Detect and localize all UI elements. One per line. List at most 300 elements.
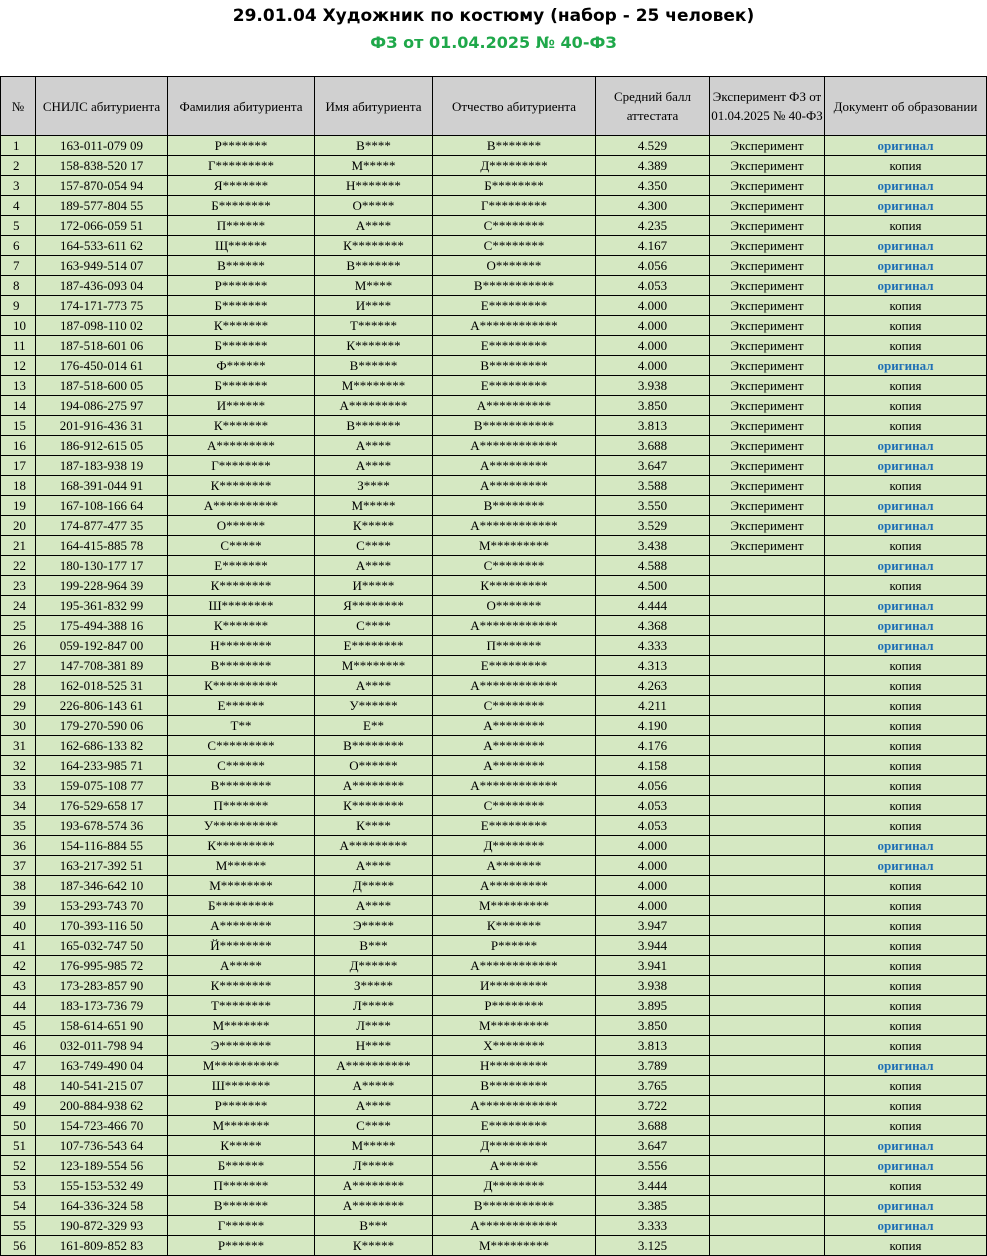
- cell-name: М********: [315, 656, 433, 676]
- cell-experiment: Эксперимент: [710, 276, 825, 296]
- cell-document: копия: [825, 476, 987, 496]
- cell-patronymic: В*********: [433, 356, 596, 376]
- cell-patronymic: А************: [433, 956, 596, 976]
- cell-experiment: Эксперимент: [710, 376, 825, 396]
- cell-average-score: 4.056: [596, 256, 710, 276]
- cell-name: А****: [315, 896, 433, 916]
- cell-document: оригинал: [825, 1196, 987, 1216]
- cell-patronymic: А******: [433, 1156, 596, 1176]
- cell-patronymic: Р********: [433, 996, 596, 1016]
- cell-experiment: Эксперимент: [710, 356, 825, 376]
- cell-number: 3: [1, 176, 36, 196]
- cell-snils: 158-614-651 90: [36, 1016, 168, 1036]
- cell-patronymic: Д*********: [433, 156, 596, 176]
- cell-snils: 187-518-601 06: [36, 336, 168, 356]
- cell-experiment: [710, 1216, 825, 1236]
- cell-patronymic: Х********: [433, 1036, 596, 1056]
- cell-number: 31: [1, 736, 36, 756]
- table-row: [1, 556, 987, 576]
- cell-patronymic: К*********: [433, 576, 596, 596]
- cell-average-score: 4.000: [596, 316, 710, 336]
- cell-surname: А**********: [168, 496, 315, 516]
- cell-experiment: Эксперимент: [710, 456, 825, 476]
- cell-number: 32: [1, 756, 36, 776]
- cell-document: оригинал: [825, 856, 987, 876]
- cell-surname: Э********: [168, 1036, 315, 1056]
- cell-name: М*****: [315, 1136, 433, 1156]
- cell-name: А****: [315, 216, 433, 236]
- cell-document: копия: [825, 776, 987, 796]
- cell-experiment: Эксперимент: [710, 336, 825, 356]
- cell-snils: 190-872-329 93: [36, 1216, 168, 1236]
- page-subtitle: ФЗ от 01.04.2025 № 40-ФЗ: [370, 33, 617, 52]
- cell-average-score: 4.053: [596, 276, 710, 296]
- header-number: №: [1, 77, 36, 136]
- cell-snils: 194-086-275 97: [36, 396, 168, 416]
- cell-surname: К********: [168, 576, 315, 596]
- cell-average-score: 4.350: [596, 176, 710, 196]
- cell-average-score: 3.938: [596, 976, 710, 996]
- cell-experiment: Эксперимент: [710, 436, 825, 456]
- table-row: [1, 836, 987, 856]
- cell-average-score: 3.438: [596, 536, 710, 556]
- cell-snils: 140-541-215 07: [36, 1076, 168, 1096]
- cell-patronymic: А************: [433, 776, 596, 796]
- cell-average-score: 3.688: [596, 436, 710, 456]
- cell-average-score: 4.000: [596, 356, 710, 376]
- cell-experiment: Эксперимент: [710, 296, 825, 316]
- table-row: [1, 1096, 987, 1116]
- cell-average-score: 3.722: [596, 1096, 710, 1116]
- table-row: [1, 696, 987, 716]
- cell-document: копия: [825, 756, 987, 776]
- cell-number: 25: [1, 616, 36, 636]
- cell-average-score: 4.167: [596, 236, 710, 256]
- cell-snils: 174-877-477 35: [36, 516, 168, 536]
- cell-document: оригинал: [825, 556, 987, 576]
- cell-number: 7: [1, 256, 36, 276]
- cell-snils: 187-346-642 10: [36, 876, 168, 896]
- cell-average-score: 4.000: [596, 896, 710, 916]
- table-row: [1, 596, 987, 616]
- cell-surname: В******: [168, 256, 315, 276]
- cell-document: копия: [825, 1036, 987, 1056]
- cell-experiment: [710, 956, 825, 976]
- cell-patronymic: А********: [433, 716, 596, 736]
- cell-document: копия: [825, 216, 987, 236]
- cell-document: копия: [825, 736, 987, 756]
- cell-average-score: 3.385: [596, 1196, 710, 1216]
- cell-surname: Т********: [168, 996, 315, 1016]
- cell-name: У******: [315, 696, 433, 716]
- cell-name: Э*****: [315, 916, 433, 936]
- cell-surname: Г********: [168, 456, 315, 476]
- table-row: [1, 736, 987, 756]
- cell-average-score: 3.789: [596, 1056, 710, 1076]
- cell-number: 19: [1, 496, 36, 516]
- cell-average-score: 4.313: [596, 656, 710, 676]
- table-row: [1, 996, 987, 1016]
- cell-patronymic: В***********: [433, 1196, 596, 1216]
- cell-name: А****: [315, 1096, 433, 1116]
- cell-document: оригинал: [825, 1156, 987, 1176]
- cell-snils: 153-293-743 70: [36, 896, 168, 916]
- cell-experiment: [710, 1116, 825, 1136]
- cell-document: оригинал: [825, 596, 987, 616]
- cell-name: Е********: [315, 636, 433, 656]
- cell-experiment: [710, 736, 825, 756]
- cell-name: А****: [315, 556, 433, 576]
- header-name: Имя абитуриента: [315, 77, 433, 136]
- cell-name: О******: [315, 756, 433, 776]
- cell-name: А****: [315, 676, 433, 696]
- cell-snils: 154-116-884 55: [36, 836, 168, 856]
- cell-document: оригинал: [825, 616, 987, 636]
- table-row: [1, 256, 987, 276]
- cell-number: 4: [1, 196, 36, 216]
- cell-surname: Б*******: [168, 296, 315, 316]
- cell-name: Д******: [315, 956, 433, 976]
- cell-average-score: 3.125: [596, 1236, 710, 1256]
- cell-experiment: [710, 556, 825, 576]
- cell-experiment: [710, 1196, 825, 1216]
- cell-average-score: 3.688: [596, 1116, 710, 1136]
- cell-name: К*****: [315, 1236, 433, 1256]
- cell-surname: А*****: [168, 956, 315, 976]
- cell-average-score: 3.947: [596, 916, 710, 936]
- cell-document: оригинал: [825, 1136, 987, 1156]
- cell-surname: М*******: [168, 1016, 315, 1036]
- cell-average-score: 4.000: [596, 296, 710, 316]
- cell-patronymic: О*******: [433, 256, 596, 276]
- table-row: [1, 856, 987, 876]
- cell-number: 51: [1, 1136, 36, 1156]
- cell-name: И****: [315, 296, 433, 316]
- cell-average-score: 3.850: [596, 396, 710, 416]
- cell-document: копия: [825, 396, 987, 416]
- cell-number: 14: [1, 396, 36, 416]
- cell-experiment: [710, 816, 825, 836]
- cell-number: 21: [1, 536, 36, 556]
- cell-patronymic: К*******: [433, 916, 596, 936]
- cell-name: Л*****: [315, 996, 433, 1016]
- table-row: [1, 916, 987, 936]
- cell-patronymic: И*********: [433, 976, 596, 996]
- cell-average-score: 4.500: [596, 576, 710, 596]
- cell-patronymic: А********: [433, 736, 596, 756]
- cell-average-score: 3.850: [596, 1016, 710, 1036]
- cell-snils: 163-217-392 51: [36, 856, 168, 876]
- cell-surname: Б********: [168, 196, 315, 216]
- table-row: [1, 1156, 987, 1176]
- cell-average-score: 3.895: [596, 996, 710, 1016]
- cell-name: Л*****: [315, 1156, 433, 1176]
- cell-document: копия: [825, 676, 987, 696]
- cell-name: В***: [315, 1216, 433, 1236]
- table-row: [1, 456, 987, 476]
- cell-patronymic: Д*********: [433, 1136, 596, 1156]
- cell-average-score: 3.813: [596, 416, 710, 436]
- cell-patronymic: С********: [433, 696, 596, 716]
- cell-document: копия: [825, 1116, 987, 1136]
- cell-snils: 187-183-938 19: [36, 456, 168, 476]
- cell-average-score: 4.529: [596, 136, 710, 156]
- cell-average-score: 3.765: [596, 1076, 710, 1096]
- cell-name: С****: [315, 536, 433, 556]
- cell-number: 10: [1, 316, 36, 336]
- cell-surname: С******: [168, 756, 315, 776]
- table-row: [1, 576, 987, 596]
- table-row: [1, 356, 987, 376]
- cell-average-score: 3.333: [596, 1216, 710, 1236]
- cell-surname: Ф******: [168, 356, 315, 376]
- cell-document: копия: [825, 976, 987, 996]
- cell-experiment: [710, 1016, 825, 1036]
- cell-experiment: Эксперимент: [710, 416, 825, 436]
- cell-number: 18: [1, 476, 36, 496]
- cell-experiment: [710, 636, 825, 656]
- cell-document: копия: [825, 656, 987, 676]
- cell-average-score: 4.000: [596, 856, 710, 876]
- cell-name: З*****: [315, 976, 433, 996]
- cell-patronymic: А*********: [433, 476, 596, 496]
- cell-surname: Б*********: [168, 896, 315, 916]
- table-row: [1, 876, 987, 896]
- cell-number: 53: [1, 1176, 36, 1196]
- cell-patronymic: А************: [433, 616, 596, 636]
- cell-surname: Б*******: [168, 376, 315, 396]
- cell-surname: Ш********: [168, 596, 315, 616]
- cell-number: 28: [1, 676, 36, 696]
- cell-snils: 187-098-110 02: [36, 316, 168, 336]
- cell-number: 50: [1, 1116, 36, 1136]
- cell-number: 42: [1, 956, 36, 976]
- cell-document: оригинал: [825, 196, 987, 216]
- cell-name: К********: [315, 796, 433, 816]
- table-row: [1, 376, 987, 396]
- cell-snils: 200-884-938 62: [36, 1096, 168, 1116]
- cell-document: копия: [825, 916, 987, 936]
- cell-document: копия: [825, 296, 987, 316]
- cell-snils: 167-108-166 64: [36, 496, 168, 516]
- cell-patronymic: С********: [433, 236, 596, 256]
- cell-snils: 173-283-857 90: [36, 976, 168, 996]
- table-row: [1, 1076, 987, 1096]
- table-row: [1, 536, 987, 556]
- cell-number: 36: [1, 836, 36, 856]
- header-experiment: Эксперимент ФЗ от 01.04.2025 № 40-ФЗ: [710, 77, 825, 136]
- cell-number: 44: [1, 996, 36, 1016]
- table-row: [1, 936, 987, 956]
- cell-document: копия: [825, 1076, 987, 1096]
- cell-average-score: 3.938: [596, 376, 710, 396]
- cell-snils: 186-912-615 05: [36, 436, 168, 456]
- cell-name: З****: [315, 476, 433, 496]
- cell-surname: Р******: [168, 1236, 315, 1256]
- cell-document: оригинал: [825, 836, 987, 856]
- cell-snils: 163-749-490 04: [36, 1056, 168, 1076]
- cell-experiment: [710, 876, 825, 896]
- cell-surname: К********: [168, 976, 315, 996]
- table-row: [1, 336, 987, 356]
- table-row: [1, 276, 987, 296]
- cell-average-score: 4.263: [596, 676, 710, 696]
- cell-number: 9: [1, 296, 36, 316]
- cell-experiment: Эксперимент: [710, 536, 825, 556]
- cell-document: копия: [825, 956, 987, 976]
- cell-name: А********: [315, 1196, 433, 1216]
- cell-number: 12: [1, 356, 36, 376]
- cell-experiment: [710, 616, 825, 636]
- cell-name: Я********: [315, 596, 433, 616]
- cell-name: А****: [315, 436, 433, 456]
- cell-surname: Е******: [168, 696, 315, 716]
- cell-name: В****: [315, 136, 433, 156]
- cell-patronymic: Д********: [433, 836, 596, 856]
- table-row: [1, 896, 987, 916]
- cell-experiment: [710, 996, 825, 1016]
- cell-number: 30: [1, 716, 36, 736]
- table-row: [1, 956, 987, 976]
- cell-surname: К*********: [168, 836, 315, 856]
- cell-name: Т******: [315, 316, 433, 336]
- cell-experiment: Эксперимент: [710, 156, 825, 176]
- cell-snils: 162-686-133 82: [36, 736, 168, 756]
- cell-experiment: [710, 676, 825, 696]
- cell-surname: Ш*******: [168, 1076, 315, 1096]
- cell-number: 55: [1, 1216, 36, 1236]
- cell-number: 33: [1, 776, 36, 796]
- cell-number: 2: [1, 156, 36, 176]
- cell-experiment: Эксперимент: [710, 236, 825, 256]
- cell-patronymic: Б********: [433, 176, 596, 196]
- cell-number: 48: [1, 1076, 36, 1096]
- cell-patronymic: Е*********: [433, 1116, 596, 1136]
- cell-surname: У**********: [168, 816, 315, 836]
- cell-average-score: 3.813: [596, 1036, 710, 1056]
- cell-name: Д*****: [315, 876, 433, 896]
- cell-document: копия: [825, 576, 987, 596]
- cell-patronymic: А*********: [433, 876, 596, 896]
- cell-name: К*******: [315, 336, 433, 356]
- cell-number: 47: [1, 1056, 36, 1076]
- cell-snils: 172-066-059 51: [36, 216, 168, 236]
- cell-surname: М******: [168, 856, 315, 876]
- table-row: [1, 176, 987, 196]
- table-row: [1, 1116, 987, 1136]
- cell-document: оригинал: [825, 456, 987, 476]
- header-document: Документ об образовании: [825, 77, 987, 136]
- cell-snils: 164-415-885 78: [36, 536, 168, 556]
- table-row: [1, 816, 987, 836]
- header-snils: СНИЛС абитуриента: [36, 77, 168, 136]
- cell-surname: С*********: [168, 736, 315, 756]
- cell-patronymic: Е*********: [433, 656, 596, 676]
- cell-experiment: [710, 936, 825, 956]
- table-row: [1, 1216, 987, 1236]
- table-row: [1, 1016, 987, 1036]
- cell-average-score: 3.444: [596, 1176, 710, 1196]
- cell-surname: Е*******: [168, 556, 315, 576]
- cell-snils: 159-075-108 77: [36, 776, 168, 796]
- cell-average-score: 3.941: [596, 956, 710, 976]
- cell-document: копия: [825, 796, 987, 816]
- cell-name: В******: [315, 356, 433, 376]
- cell-surname: Б*******: [168, 336, 315, 356]
- cell-snils: 170-393-116 50: [36, 916, 168, 936]
- cell-document: оригинал: [825, 136, 987, 156]
- cell-experiment: [710, 916, 825, 936]
- cell-snils: 163-011-079 09: [36, 136, 168, 156]
- cell-document: оригинал: [825, 636, 987, 656]
- cell-name: А*********: [315, 836, 433, 856]
- cell-name: М*****: [315, 156, 433, 176]
- cell-document: оригинал: [825, 1216, 987, 1236]
- cell-number: 20: [1, 516, 36, 536]
- cell-name: А****: [315, 456, 433, 476]
- cell-experiment: Эксперимент: [710, 196, 825, 216]
- cell-patronymic: В*********: [433, 1076, 596, 1096]
- cell-experiment: [710, 1176, 825, 1196]
- cell-surname: В********: [168, 656, 315, 676]
- cell-patronymic: С********: [433, 556, 596, 576]
- cell-snils: 189-577-804 55: [36, 196, 168, 216]
- cell-surname: К********: [168, 476, 315, 496]
- header-average-score: Средний балл аттестата: [596, 77, 710, 136]
- cell-number: 5: [1, 216, 36, 236]
- table-row: [1, 136, 987, 156]
- cell-document: копия: [825, 376, 987, 396]
- cell-name: И*****: [315, 576, 433, 596]
- cell-experiment: [710, 796, 825, 816]
- cell-name: С****: [315, 616, 433, 636]
- cell-name: А*****: [315, 1076, 433, 1096]
- cell-number: 15: [1, 416, 36, 436]
- cell-number: 39: [1, 896, 36, 916]
- cell-number: 16: [1, 436, 36, 456]
- cell-document: копия: [825, 336, 987, 356]
- cell-patronymic: Г*********: [433, 196, 596, 216]
- cell-patronymic: А************: [433, 316, 596, 336]
- cell-surname: В*******: [168, 1196, 315, 1216]
- cell-document: копия: [825, 416, 987, 436]
- cell-surname: Й********: [168, 936, 315, 956]
- cell-name: О*****: [315, 196, 433, 216]
- cell-experiment: [710, 776, 825, 796]
- cell-surname: В********: [168, 776, 315, 796]
- cell-snils: 174-171-773 75: [36, 296, 168, 316]
- cell-surname: К*******: [168, 416, 315, 436]
- table-row: [1, 1136, 987, 1156]
- cell-surname: М********: [168, 876, 315, 896]
- cell-surname: Р*******: [168, 136, 315, 156]
- cell-document: оригинал: [825, 516, 987, 536]
- cell-snils: 158-838-520 17: [36, 156, 168, 176]
- cell-snils: 164-233-985 71: [36, 756, 168, 776]
- cell-patronymic: Е*********: [433, 296, 596, 316]
- cell-experiment: [710, 1156, 825, 1176]
- cell-surname: Н********: [168, 636, 315, 656]
- cell-name: М****: [315, 276, 433, 296]
- cell-average-score: 3.529: [596, 516, 710, 536]
- cell-patronymic: Е*********: [433, 376, 596, 396]
- cell-average-score: 4.176: [596, 736, 710, 756]
- cell-number: 46: [1, 1036, 36, 1056]
- cell-experiment: Эксперимент: [710, 496, 825, 516]
- cell-document: копия: [825, 896, 987, 916]
- cell-number: 6: [1, 236, 36, 256]
- cell-snils: 199-228-964 39: [36, 576, 168, 596]
